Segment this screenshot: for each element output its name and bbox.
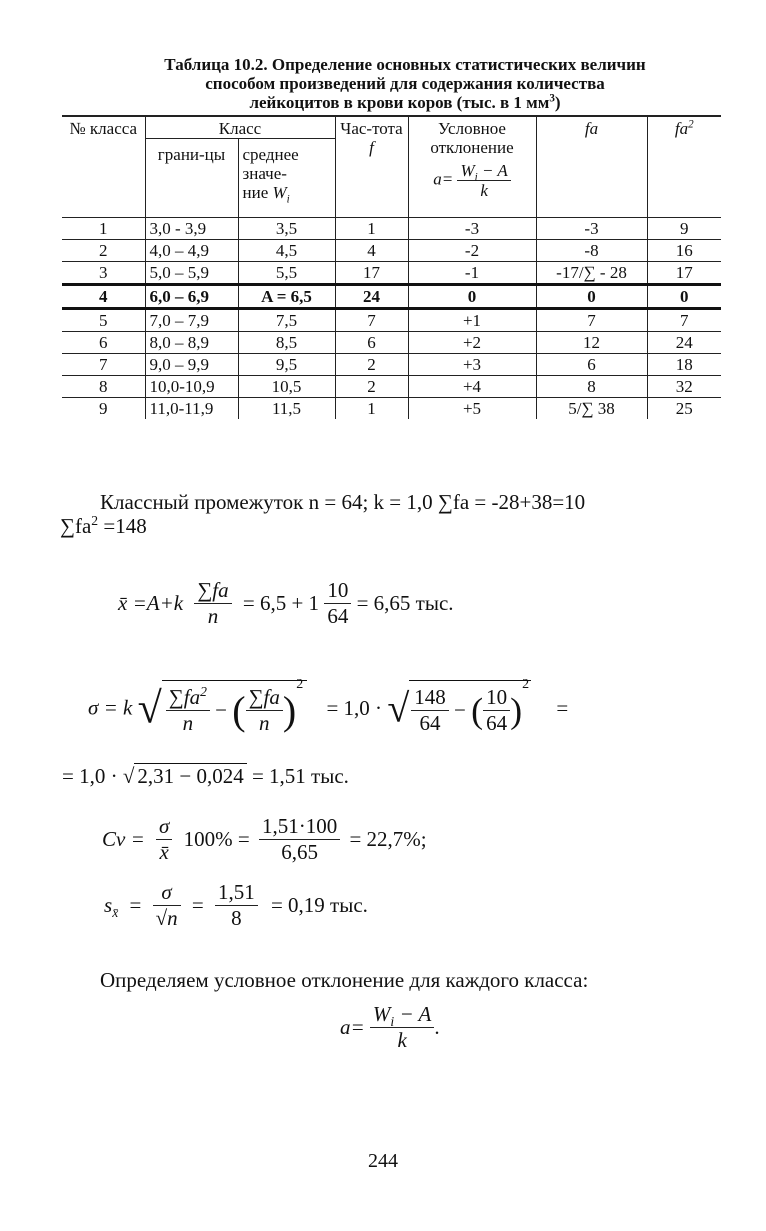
cell-fa: 6 — [536, 354, 647, 376]
caption-line-2: способом произведений для содержания количества — [205, 74, 605, 93]
cell-f: 7 — [335, 309, 408, 332]
cell-n: 1 — [62, 218, 145, 240]
table-row — [62, 332, 721, 354]
deviation-formula: a= $\frac{W_i - A}{k}$ . — [340, 1002, 440, 1052]
header-mean: среднее значе- ние $W_i$ — [238, 139, 335, 218]
cell-f: 17 — [335, 262, 408, 285]
cell-n: 6 — [62, 332, 145, 354]
cell-n: 2 — [62, 240, 145, 262]
table-row — [62, 354, 721, 376]
table-body — [62, 218, 721, 420]
header-fa2: $fa^2$ — [647, 116, 721, 218]
cell-bounds: 4,0 – 4,9 — [145, 240, 238, 262]
cv-formula: Cv = $\frac{\sigma}{x̄}$ 100% = $\frac{1,51\cdot 100}{6,65}$ = 22,7%; — [102, 814, 427, 864]
cell-fa2: 7 — [647, 309, 721, 332]
table-row — [62, 218, 721, 240]
cell-n: 3 — [62, 262, 145, 285]
cell-fa: -8 — [536, 240, 647, 262]
cell-a: +1 — [408, 309, 536, 332]
cell-w: 7,5 — [238, 309, 335, 332]
table-row — [62, 240, 721, 262]
cell-bounds: 8,0 – 8,9 — [145, 332, 238, 354]
cell-bounds: 10,0-10,9 — [145, 376, 238, 398]
cell-a: -1 — [408, 262, 536, 285]
header-fa: fa — [536, 116, 647, 218]
page-number: 244 — [368, 1150, 398, 1172]
cell-a: 0 — [408, 285, 536, 309]
cell-a: +4 — [408, 376, 536, 398]
cell-w: A = 6,5 — [238, 285, 335, 309]
caption-line-3: лейкоцитов в крови коров (тыс. в 1 $мм^3$) — [249, 92, 561, 112]
cell-bounds: 6,0 – 6,9 — [145, 285, 238, 309]
cell-f: 1 — [335, 218, 408, 240]
cell-fa2: 0 — [647, 285, 721, 309]
cell-a: -3 — [408, 218, 536, 240]
cell-f: 4 — [335, 240, 408, 262]
sigma-result: = 1,0 · √ 2,31 − 0,024 = 1,51 тыс. — [62, 764, 349, 788]
table-row — [62, 262, 721, 285]
cell-w: 9,5 — [238, 354, 335, 376]
cell-f: 2 — [335, 354, 408, 376]
table-row — [62, 285, 721, 309]
header-bounds: грани-цы — [145, 139, 238, 218]
cell-f: 1 — [335, 398, 408, 420]
cell-fa: 12 — [536, 332, 647, 354]
cell-w: 5,5 — [238, 262, 335, 285]
cell-n: 5 — [62, 309, 145, 332]
header-class-number: № класса — [62, 116, 145, 218]
cell-fa2: 16 — [647, 240, 721, 262]
cell-bounds: 11,0-11,9 — [145, 398, 238, 420]
cell-w: 8,5 — [238, 332, 335, 354]
table-row — [62, 309, 721, 332]
caption-line-1: Таблица 10.2. Определение основных статистических величин — [164, 55, 646, 74]
cell-bounds: 3,0 - 3,9 — [145, 218, 238, 240]
cell-fa: -3 — [536, 218, 647, 240]
cell-n: 7 — [62, 354, 145, 376]
cell-fa2: 9 — [647, 218, 721, 240]
cell-bounds: 5,0 – 5,9 — [145, 262, 238, 285]
cell-a: +5 — [408, 398, 536, 420]
cell-n: 9 — [62, 398, 145, 420]
cell-fa2: 32 — [647, 376, 721, 398]
cell-f: 24 — [335, 285, 408, 309]
cell-fa2: 25 — [647, 398, 721, 420]
cell-w: 4,5 — [238, 240, 335, 262]
mean-formula: x̄ =A+k $\frac{\sum fa}{n}$ = 6,5 + 1 $\frac{10}{64}$ = 6,65 тыс. — [118, 578, 454, 628]
table-row — [62, 376, 721, 398]
cell-fa: 8 — [536, 376, 647, 398]
cell-f: 6 — [335, 332, 408, 354]
standard-error-formula: $s_{x̄}$ = $\frac{\sigma}{√n}$ = $\frac{1,51}{8}$ = 0,19 тыс. — [104, 880, 368, 930]
table-row — [62, 398, 721, 420]
table-caption — [60, 55, 750, 112]
cell-bounds: 7,0 – 7,9 — [145, 309, 238, 332]
cell-a: -2 — [408, 240, 536, 262]
cell-w: 3,5 — [238, 218, 335, 240]
cell-fa: 5/∑ 38 — [536, 398, 647, 420]
cell-w: 10,5 — [238, 376, 335, 398]
header-frequency: Час-тота f — [335, 116, 408, 218]
header-class: Класс — [145, 116, 335, 139]
sigma-formula: σ = k √ $\frac{\sum fa^2}{n}$ − ( $\frac{\sum fa}{n}$ )$^2$ = 1,0 · √ $\frac{148}{64}$ − ( $\frac{10}{64}$ )$^2$ = — [88, 677, 569, 735]
cell-a: +2 — [408, 332, 536, 354]
cell-w: 11,5 — [238, 398, 335, 420]
cell-a: +3 — [408, 354, 536, 376]
cell-n: 4 — [62, 285, 145, 309]
summary-line-1: Классный промежуток n = 64; k = 1,0 ∑fa = -28+38=10 — [100, 490, 586, 514]
closing-text: Определяем условное отклонение для каждого класса: — [100, 968, 589, 992]
cell-fa: 7 — [536, 309, 647, 332]
statistics-table — [62, 115, 721, 419]
cell-n: 8 — [62, 376, 145, 398]
cell-fa2: 18 — [647, 354, 721, 376]
cell-bounds: 9,0 – 9,9 — [145, 354, 238, 376]
cell-fa2: 24 — [647, 332, 721, 354]
cell-f: 2 — [335, 376, 408, 398]
summary-line-2: $\sum fa^2 =148$ — [60, 513, 147, 538]
cell-fa: -17/∑ - 28 — [536, 262, 647, 285]
cell-fa: 0 — [536, 285, 647, 309]
cell-fa2: 17 — [647, 262, 721, 285]
header-deviation: Условное отклонение a= $\frac{W_i - A}{k}$ — [408, 116, 536, 218]
